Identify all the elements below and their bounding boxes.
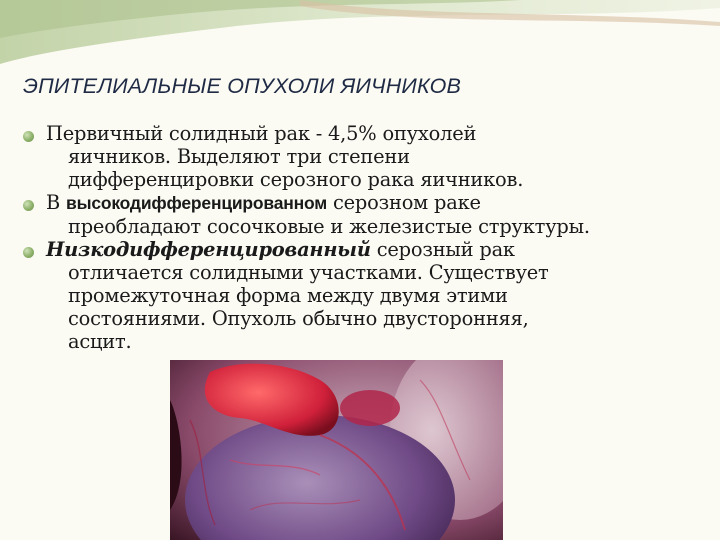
bullet-icon [23,200,34,211]
emphasis-term: Низкодифференцированный [46,238,371,261]
text-line: Первичный солидный рак - 4,5% опухолей [46,122,477,145]
text-line: дифференцировки серозного рака яичников. [68,168,524,191]
bullet-icon [23,247,34,258]
text-line [46,191,706,215]
bullet-list [46,122,706,353]
emphasis-term: высокодифференцированном [66,193,328,213]
text-line [46,238,706,261]
medical-photo [170,360,503,540]
text-prefix: В [46,191,67,214]
text-line: состояниями. Опухоль обычно двусторонняя, [68,307,529,330]
bullet-item [46,191,706,238]
text-line: асцит. [68,330,132,353]
slide-title: ЭПИТЕЛИАЛЬНЫЕ ОПУХОЛИ ЯИЧНИКОВ [23,74,462,98]
bullet-icon [23,131,34,142]
bullet-item [46,122,706,191]
text-line: отличается солидными участками. Существует [68,261,549,284]
header-decoration [0,0,720,70]
text-suffix: серозном раке [327,191,481,214]
text-line: преобладают сосочковые и железистые структуры. [68,215,590,238]
bullet-item [46,238,706,353]
text-line: яичников. Выделяют три степени [68,145,410,168]
text-suffix: серозный рак [370,238,515,261]
text-line: промежуточная форма между двумя этими [68,284,508,307]
